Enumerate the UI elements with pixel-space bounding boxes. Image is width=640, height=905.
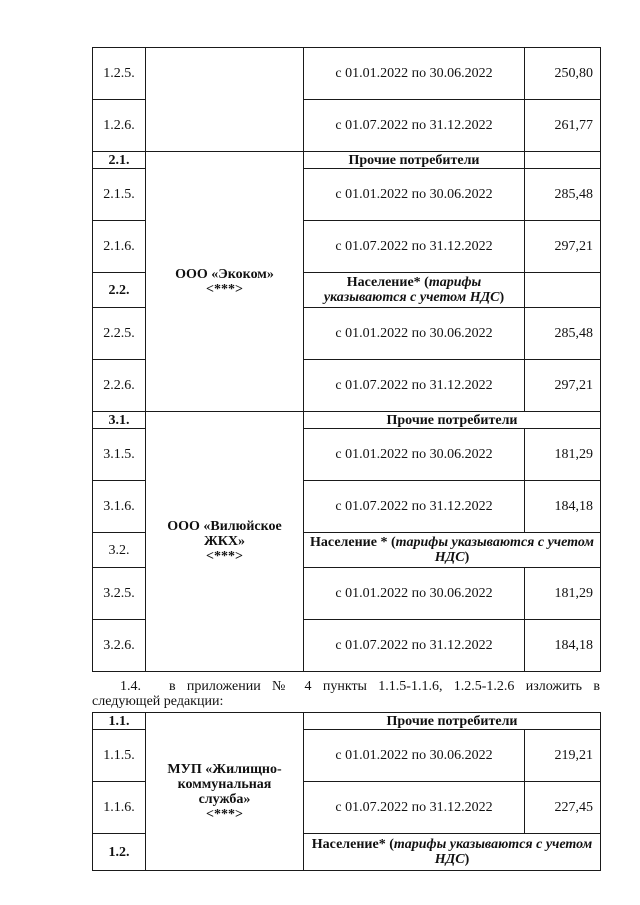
tariff-value: 297,21 bbox=[525, 221, 601, 273]
tariff-value: 184,18 bbox=[525, 620, 601, 672]
section-number: 1.2. bbox=[93, 834, 146, 871]
section-title-bold: Население * ( bbox=[310, 535, 396, 550]
section-title-italic: тарифы указываются с учетом НДС bbox=[323, 275, 500, 305]
row-number: 3.2.6. bbox=[93, 620, 146, 672]
tariff-value: 250,80 bbox=[525, 48, 601, 100]
row-number: 1.2.5. bbox=[93, 48, 146, 100]
section-number: 3.1. bbox=[93, 412, 146, 429]
tariff-value: 285,48 bbox=[525, 169, 601, 221]
row-number: 2.1.6. bbox=[93, 221, 146, 273]
period-cell: с 01.07.2022 по 31.12.2022 bbox=[304, 481, 525, 533]
org-name-cell bbox=[146, 412, 304, 672]
org-name: ООО «Вилюйское ЖКХ» bbox=[167, 519, 282, 549]
tariff-value: 181,29 bbox=[525, 568, 601, 620]
org-cell-empty bbox=[146, 48, 304, 152]
row-number: 2.1.5. bbox=[93, 169, 146, 221]
row-number: 1.2.6. bbox=[93, 100, 146, 152]
period-cell: с 01.01.2022 по 30.06.2022 bbox=[304, 568, 525, 620]
tariff-table-2 bbox=[92, 712, 601, 871]
section-title bbox=[304, 834, 601, 871]
section-number: 3.2. bbox=[93, 533, 146, 568]
org-note: <***> bbox=[206, 281, 243, 297]
section-title-italic: тарифы указываются с учетом НДС bbox=[393, 837, 593, 867]
tariff-value: 227,45 bbox=[525, 782, 601, 834]
empty-cell bbox=[525, 152, 601, 169]
section-title: Прочие потребители bbox=[304, 412, 601, 429]
tariff-value: 219,21 bbox=[525, 730, 601, 782]
tariff-value: 181,29 bbox=[525, 429, 601, 481]
row-number: 3.1.6. bbox=[93, 481, 146, 533]
row-number: 3.1.5. bbox=[93, 429, 146, 481]
row-number: 1.1.6. bbox=[93, 782, 146, 834]
tariff-value: 184,18 bbox=[525, 481, 601, 533]
period-cell: с 01.01.2022 по 30.06.2022 bbox=[304, 169, 525, 221]
org-name: ООО «Экоком» bbox=[175, 266, 274, 282]
section-row bbox=[93, 412, 601, 429]
period-cell: с 01.01.2022 по 30.06.2022 bbox=[304, 48, 525, 100]
section-number: 2.1. bbox=[93, 152, 146, 169]
period-cell: с 01.07.2022 по 31.12.2022 bbox=[304, 360, 525, 412]
section-title bbox=[304, 273, 525, 308]
section-title-italic: тарифы указываются с учетом НДС bbox=[395, 535, 594, 565]
row-number: 2.2.6. bbox=[93, 360, 146, 412]
section-number: 2.2. bbox=[93, 273, 146, 308]
period-cell: с 01.01.2022 по 30.06.2022 bbox=[304, 308, 525, 360]
section-title-end: ) bbox=[499, 290, 505, 305]
section-title: Прочие потребители bbox=[304, 713, 601, 730]
period-cell: с 01.07.2022 по 31.12.2022 bbox=[304, 620, 525, 672]
amendment-paragraph: 1.4. в приложении № 4 пункты 1.1.5-1.1.6, 1.2.5-1.2.6 изложить в следующей редакции: bbox=[92, 679, 600, 709]
section-title-bold: Население* ( bbox=[311, 837, 394, 852]
tariff-value: 297,21 bbox=[525, 360, 601, 412]
section-title-bold: Население* ( bbox=[346, 275, 429, 290]
period-cell: с 01.01.2022 по 30.06.2022 bbox=[304, 429, 525, 481]
row-number: 2.2.5. bbox=[93, 308, 146, 360]
section-row bbox=[93, 713, 601, 730]
tariff-table-1 bbox=[92, 47, 601, 672]
row-number: 3.2.5. bbox=[93, 568, 146, 620]
tariff-value: 261,77 bbox=[525, 100, 601, 152]
section-title bbox=[304, 533, 601, 568]
org-note: <***> bbox=[206, 806, 243, 822]
table-row bbox=[93, 48, 601, 100]
row-number: 1.1.5. bbox=[93, 730, 146, 782]
period-cell: с 01.07.2022 по 31.12.2022 bbox=[304, 221, 525, 273]
section-title-end: ) bbox=[464, 550, 470, 565]
org-note: <***> bbox=[206, 549, 243, 564]
section-title: Прочие потребители bbox=[304, 152, 525, 169]
period-cell: с 01.07.2022 по 31.12.2022 bbox=[304, 100, 525, 152]
org-name: МУП «Жилищно-коммунальная служба» bbox=[167, 761, 282, 807]
section-row bbox=[93, 152, 601, 169]
empty-cell bbox=[525, 273, 601, 308]
org-name-cell bbox=[146, 152, 304, 412]
section-title-end: ) bbox=[464, 852, 470, 867]
period-cell: с 01.01.2022 по 30.06.2022 bbox=[304, 730, 525, 782]
period-cell: с 01.07.2022 по 31.12.2022 bbox=[304, 782, 525, 834]
tariff-value: 285,48 bbox=[525, 308, 601, 360]
org-name-cell bbox=[146, 713, 304, 871]
section-number: 1.1. bbox=[93, 713, 146, 730]
